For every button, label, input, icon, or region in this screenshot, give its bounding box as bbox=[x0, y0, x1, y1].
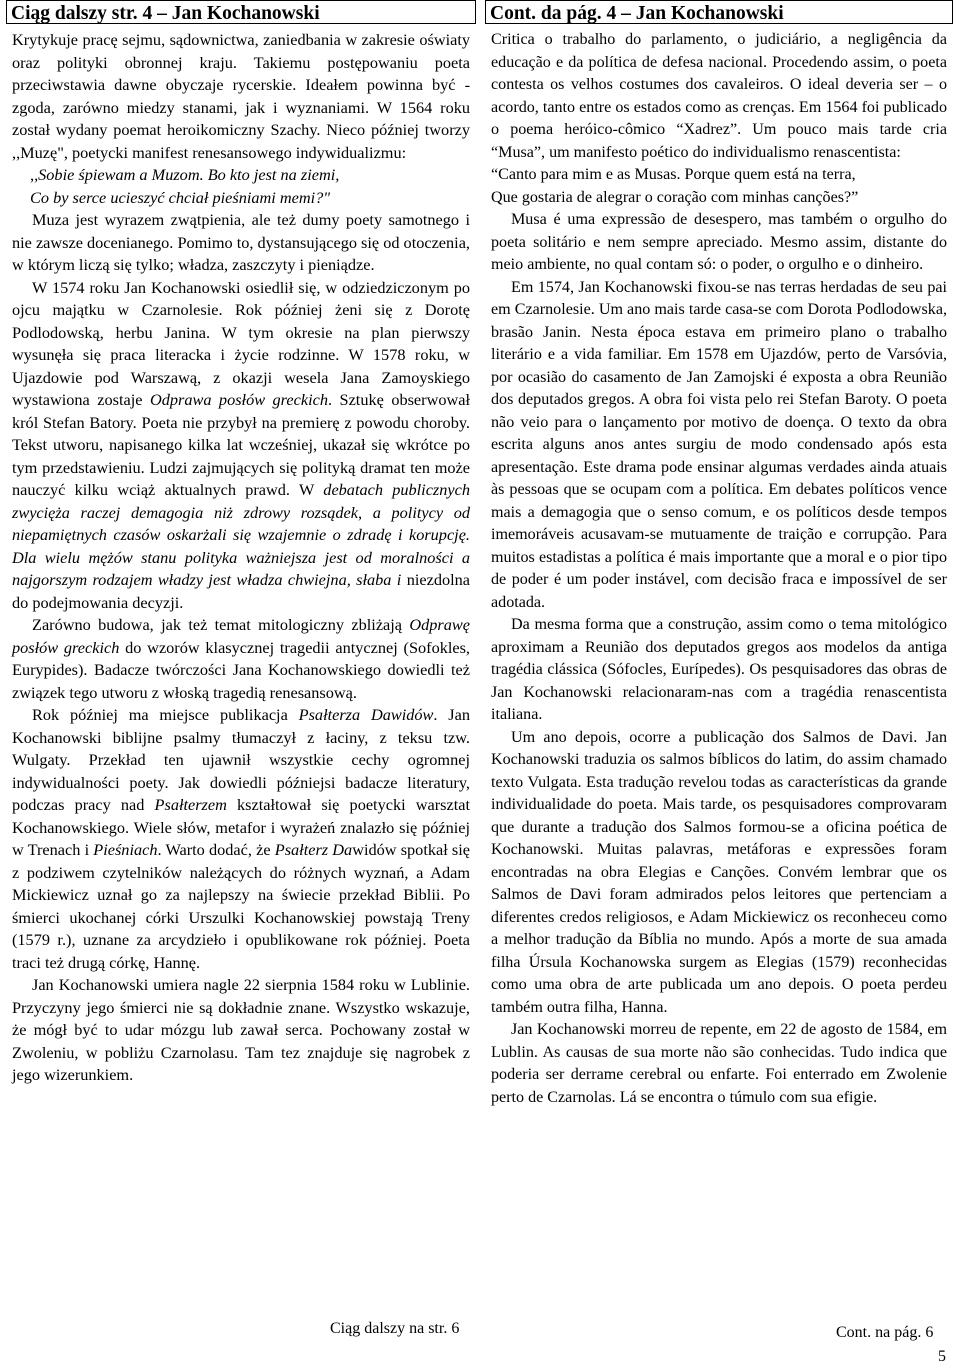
text-run: niezdolna do podejmowania decyzji. bbox=[12, 570, 471, 612]
poem-line: ,,Sobie śpiewam a Muzom. Bo kto jest na ziemi, bbox=[30, 165, 340, 184]
work-title: Odprawa posłów greckich bbox=[149, 390, 328, 409]
paragraph bbox=[12, 614, 470, 704]
paragraph: Musa é uma expressão de desespero, mas também o orgulho do poeta solitário e nem sempre apreciado. Mesmo assim, distante do meio ambiente, no qual contam só: o poder, o orgulho e o dinheiro. bbox=[491, 211, 947, 273]
text-run: Rok później ma miejsce publikacja bbox=[32, 705, 299, 724]
paragraph bbox=[12, 277, 470, 615]
work-title: Pieśniach bbox=[93, 840, 158, 859]
paragraph: Um ano depois, ocorre a publicação dos Salmos de Davi. Jan Kochanowski traduzia os salmos bíblicos do latim, do assim chamado texto Vulgata. Esta tradução revelou todas as características da grande individualidade do poeta. Mais tarde, os pesquisadores comprovaram que durante a tradução dos Salmos formou-se a oficina poética de Kochanowski. Muitas palavras, metáforas e expressões foram encontradas na obra Elegias e Canções. Convém lembrar que os Salmos de Davi foram admirados pelos leitores que pertenciam a diferentes credos religiosos, e Adam Mickiewicz os reconheceu como a melhor tradução da Bíblia no mundo. Após a morte de sua amada filha Úrsula Kochanowska surgem as Elegias (1579) reconhecidas como uma obra de arte publicada um ano depois. O poeta perdeu também outra filha, Hanna. bbox=[491, 728, 947, 1016]
paragraph: Jan Kochanowski morreu de repente, em 22 de agosto de 1584, em Lublin. As causas de sua morte não são conhecidas. Tudo indica que poderia ser derrame cerebral ou enfarte. Foi enterrado em Zwolenie perto de Czarnolas. Lá se encontra o túmulo com sua efigie. bbox=[491, 1021, 947, 1106]
paragraph: Krytykuje pracę sejmu, sądownictwa, zaniedbania w zakresie oświaty oraz polityki obronnej kraju. Takiemu postępowaniu poeta przeciwstawia dawne obyczaje rycerskie. Ideałem powinna być - zgoda, zarówno miedzy stanami, jak i wyznaniami. W 1564 roku został wydany poemat heroikomiczny Szachy. Nieco później tworzy ,,Muzę", poetycki manifest renesansowego indywidualizmu: bbox=[12, 30, 470, 162]
paragraph bbox=[12, 704, 470, 974]
polish-continued-note: Ciąg dalszy na str. 6 bbox=[330, 1320, 460, 1337]
poem-line: Que gostaria de alegrar o coração com minhas canções?” bbox=[491, 188, 859, 206]
page-number: 5 bbox=[938, 1348, 946, 1365]
work-title: Psałterza Dawidów bbox=[298, 705, 434, 724]
text-run: widów spotkał się z podziwem czytelników należących do różnych wyznań, a Adam Mickiewicz uznał go za najlepszy na świecie przekład Biblii. Po śmierci ukochanej córki Urszulki Kochanowskiej powstają Treny (1579 r.), uznane za arcydzieło i opublikowane rok później. Poeta traci też drugą córkę, Hannę. bbox=[12, 840, 470, 972]
text-run: do wzorów klasycznej tragedii antycznej (Sofokles, Eurypides). Badacze twórczości Jana Kochanowskiego dowiedli też związek tego utworu z włoską tragedią renesansową. bbox=[12, 637, 471, 702]
polish-column-header: Ciąg dalszy str. 4 – Jan Kochanowski bbox=[6, 0, 476, 24]
portuguese-column-header: Cont. da pág. 4 – Jan Kochanowski bbox=[485, 0, 953, 24]
portuguese-article-body bbox=[485, 24, 953, 1109]
paragraph: Muza jest wyrazem zwątpienia, ale też dumy poety samotnego i nie zawsze docenianego. Pomimo to, dystansującego się od otoczenia, w którym liczą się tylko; władza, zaszczyty i pieniądze. bbox=[12, 210, 470, 274]
quote: debatach publicznych zwycięża raczej demagogia niż zdrowy rozsądek, a politycy od niepamiętnych czasów oskarżali się wzajemnie o zdradę i korupcję. Dla wielu mężów stanu polityka ważniejsza jest od moralności a najgorszym rodzajem władzy jest władza chwiejna, słaba i bbox=[12, 480, 471, 589]
paragraph: Critica o trabalho do parlamento, o judiciário, a negligência da educação e da política de defesa nacional. Procedendo assim, o poeta contesta os velhos costumes dos cavaleiros. O ideal deveria ser – o acordo, tanto entre os estados como as crenças. Em 1564 foi publicado o poema heróico-cômico “Xadrez”. Um pouco mais tarde cria “Musa”, um manifesto poético do individualismo renascentista: bbox=[491, 31, 947, 161]
work-title: Odprawę posłów greckich bbox=[12, 615, 470, 657]
paragraph: Jan Kochanowski umiera nagle 22 sierpnia 1584 roku w Lublinie. Przyczyny jego śmierci nie są dokładnie znane. Wszystko wskazuje, że mógł być to udar mózgu lub zawał serca. Pochowany został w Zwoleniu, w pobliżu Czarnolasu. Tam tez znajduje się nagrobek z jego wizerunkiem. bbox=[12, 975, 470, 1084]
paragraph: Em 1574, Jan Kochanowski fixou-se nas terras herdadas de seu pai em Czarnolesie. Um ano mais tarde casa-se com Dorota Podlodowska, brasão Janin. Nesta época estava em primeiro plano o trabalho literário e a vida familiar. Em 1578 em Ujazdów, perto de Varsóvia, por ocasião do casamento de Jan Zamojski é exposta a obra Reunião dos deputados gregos. A obra foi vista pelo rei Stefan Baroty. O poeta não veio para o lançamento por motivo de doença. O texto da obra escrita alguns anos antes surgiu de modo condensado após esta apresentação. Este drama pode ensinar algumas verdades ainda atuais às pessoas que se ocupam com a política. Em debates políticos vence mais a demagogia que o senso comum, e os políticos desde tempos imemoráveis acusavam-se mutuamente de traição e corrupção. Para muitos estadistas a política é mais importante que a moral e o pior tipo de poder é um poder instável, com decisão fraca e impossível de ser adotada. bbox=[491, 278, 947, 611]
text-run: Zarówno budowa, jak też temat mitologiczny zbliżają bbox=[32, 615, 410, 634]
text-run: W 1574 roku Jan Kochanowski osiedlił się, w odziedziczonym po ojcu majątku w Czarnolesie. Rok później żeni się z Dorotę Podlodowską, herbu Janina. W tym okresie na plan pierwszy wysunęła się praca literacka i życie rodzinne. W 1578 roku, w Ujazdowie pod Warszawą, z okazji wesela Jana Zamoyskiego wystawiona zostaje bbox=[12, 277, 470, 409]
polish-column bbox=[6, 0, 476, 1087]
work-title: Psałterzem bbox=[154, 795, 227, 814]
text-run: . Jan Kochanowski biblijne psalmy tłumaczył z łaciny, z teksu tzw. Wulgaty. Przekład ten ujawnił wszystkie cechy ogromnej indywidualności poety. Jak dowiedli późniejsi badacze literatury, podczas pracy nad bbox=[12, 705, 471, 814]
polish-article-body bbox=[6, 24, 476, 1087]
paragraph: Da mesma forma que a construção, assim como o tema mitológico aproximam a Reunião dos deputados gregos aos modelos da antiga tragédia clássica (Sófocles, Eurípedes). Os pesquisadores das obras de Jan Kochanowski relacionaram-nas com a tragédia renascentista italiana. bbox=[491, 616, 947, 723]
portuguese-column bbox=[485, 0, 953, 1109]
poem-line: “Canto para mim e as Musas. Porque quem está na terra, bbox=[491, 166, 856, 183]
text-run: . Sztukę obserwował król Stefan Batory. Poeta nie przybył na premierę z powodu choroby. Tekst utworu, napisanego kilka lat wcześniej, ukazał się wkrótce po tym przedstawieniu. Ludzi zajmujących się polityką dramat ten może nauczyć kilku wciąż aktualnych prawd. W bbox=[12, 390, 470, 499]
work-title: Psałterz Da bbox=[274, 840, 353, 859]
text-run: . Warto dodać, że bbox=[157, 840, 275, 859]
text-run: kształtował się poetycki warsztat Kochanowskiego. Wiele słów, metafor i wyrażeń znalazło się później w Trenach i bbox=[12, 795, 470, 859]
poem-line: Co by serce ucieszyć chciał pieśniami memi?" bbox=[30, 187, 331, 207]
portuguese-continued-note: Cont. na pág. 6 bbox=[836, 1324, 934, 1341]
